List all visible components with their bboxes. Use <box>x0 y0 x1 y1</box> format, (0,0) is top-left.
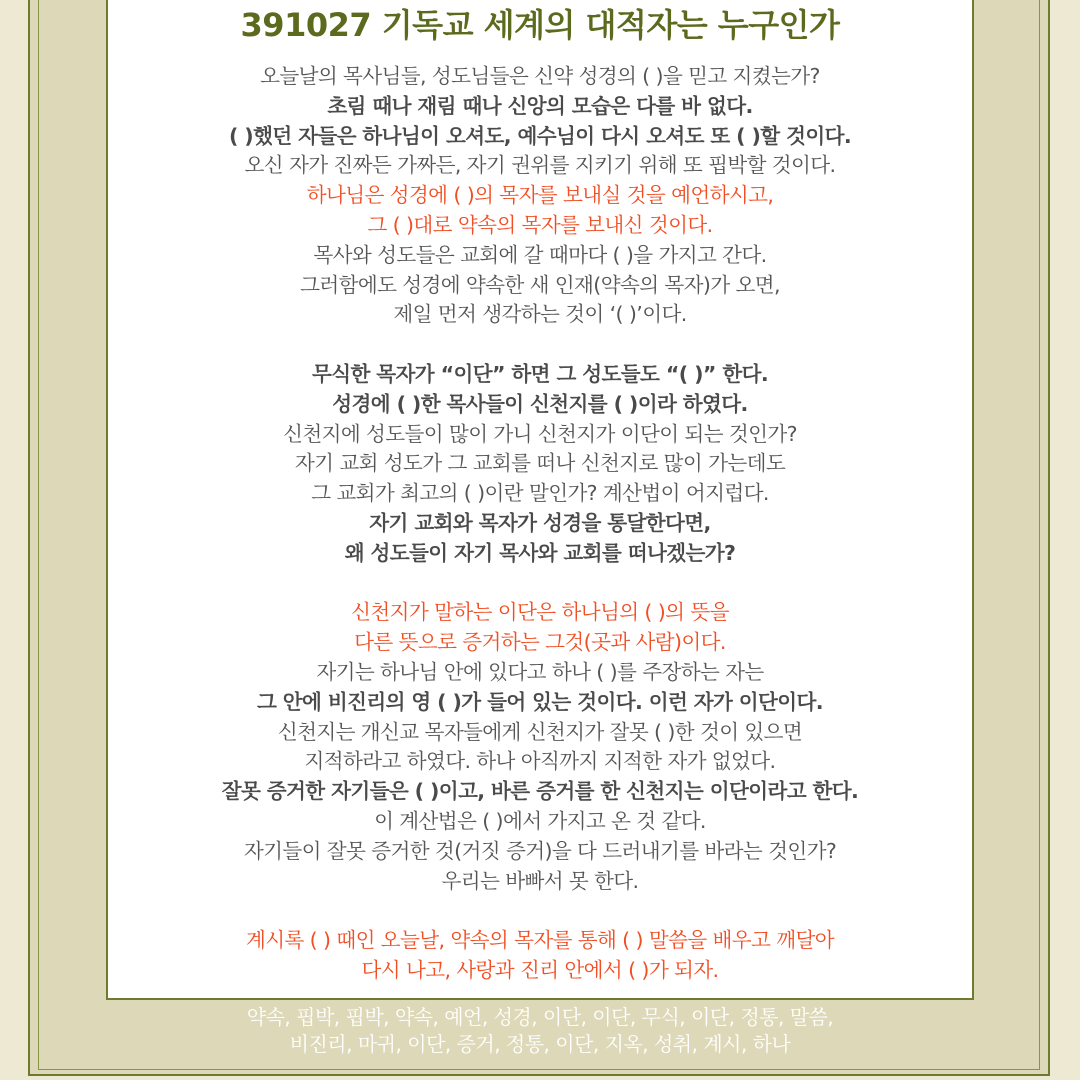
text-line: 하나님은 성경에 ( )의 목자를 보내실 것을 예언하시고, <box>306 183 774 208</box>
page-title: 391027 기독교 세계의 대적자는 누구인가 <box>240 6 840 44</box>
text-line: 자기들이 잘못 증거한 것(거짓 증거)을 다 드러내기를 바라는 것인가? <box>243 838 837 863</box>
quiz-body <box>106 62 974 986</box>
text-line: 제일 먼저 생각하는 것이 ‘( )’이다. <box>393 302 687 327</box>
word-bank <box>106 1004 974 1058</box>
text-line: 신천지는 개신교 목자들에게 신천지가 잘못 ( )한 것이 있으면 <box>277 719 803 744</box>
word-bank-line: 약속, 핍박, 핍박, 약속, 예언, 성경, 이단, 이단, 무식, 이단, 정통, 말씀, <box>246 1005 834 1029</box>
text-line: 신천지에 성도들이 많이 가니 신천지가 이단이 되는 것인가? <box>283 421 797 446</box>
text-line: 잘못 증거한 자기들은 ( )이고, 바른 증거를 한 신천지는 이단이라고 한다. <box>221 779 859 804</box>
text-line: 다른 뜻으로 증거하는 그것(곳과 사람)이다. <box>354 630 726 655</box>
text-line: 계시록 ( ) 때인 오늘날, 약속의 목자를 통해 ( ) 말씀을 배우고 깨달아 <box>246 928 834 953</box>
text-line: 우리는 바빠서 못 한다. <box>441 868 639 893</box>
text-line: 초림 때나 재림 때나 신앙의 모습은 다를 바 없다. <box>327 93 753 118</box>
word-bank-line: 비진리, 마귀, 이단, 증거, 정통, 이단, 지옥, 성취, 계시, 하나 <box>289 1032 791 1056</box>
text-line: 오늘날의 목사님들, 성도님들은 신약 성경의 ( )을 믿고 지켰는가? <box>260 64 820 88</box>
text-line: 자기 교회 성도가 그 교회를 떠나 신천지로 많이 가는데도 <box>294 451 786 476</box>
paragraph-gap <box>106 330 974 360</box>
text-line: 다시 나고, 사랑과 진리 안에서 ( )가 되자. <box>361 957 719 982</box>
text-line: 성경에 ( )한 목사들이 신천지를 ( )이라 하였다. <box>332 391 748 416</box>
paragraph-gap <box>106 569 974 599</box>
text-line: 자기는 하나님 안에 있다고 하나 ( )를 주장하는 자는 <box>316 659 764 684</box>
paragraph-gap <box>106 896 974 926</box>
text-line: 무식한 목자가 “이단” 하면 그 성도들도 “( )” 한다. <box>311 361 769 386</box>
text-line: 그 ( )대로 약속의 목자를 보내신 것이다. <box>367 212 713 237</box>
text-line: 왜 성도들이 자기 목사와 교회를 떠나겠는가? <box>344 540 736 565</box>
text-line: 그 교회가 최고의 ( )이란 말인가? 계산법이 어지럽다. <box>311 481 769 506</box>
text-line: 신천지가 말하는 이단은 하나님의 ( )의 뜻을 <box>351 600 729 625</box>
text-line: 지적하라고 하였다. 하나 아직까지 지적한 자가 없었다. <box>304 749 776 774</box>
text-line: 자기 교회와 목자가 성경을 통달한다면, <box>369 510 711 535</box>
text-line: 오신 자가 진짜든 가짜든, 자기 권위를 지키기 위해 또 핍박할 것이다. <box>244 153 836 178</box>
text-line: 목사와 성도들은 교회에 갈 때마다 ( )을 가지고 간다. <box>313 242 767 267</box>
text-line: 이 계산법은 ( )에서 가지고 온 것 같다. <box>374 808 706 833</box>
text-line: ( )했던 자들은 하나님이 오셔도, 예수님이 다시 오셔도 또 ( )할 것이다. <box>228 123 852 148</box>
text-line: 그러함에도 성경에 약속한 새 인재(약속의 목자)가 오면, <box>300 272 780 297</box>
text-line: 그 안에 비진리의 영 ( )가 들어 있는 것이다. 이런 자가 이단이다. <box>256 689 824 714</box>
